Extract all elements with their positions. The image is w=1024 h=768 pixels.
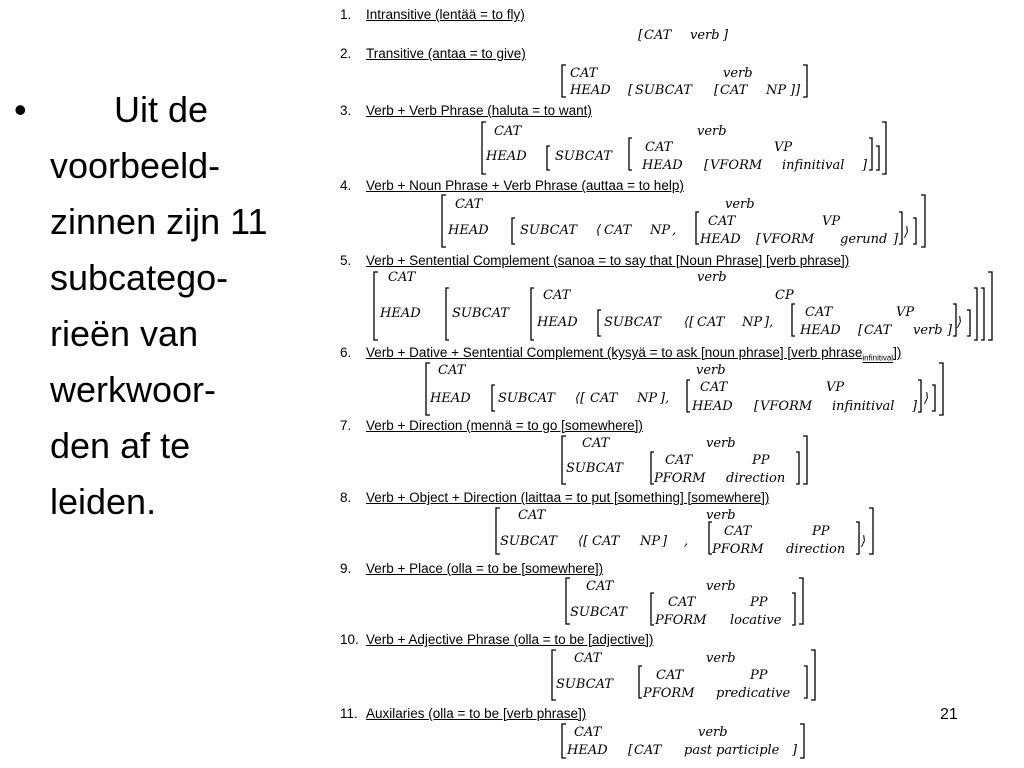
avm-attr: CAT — [656, 668, 684, 683]
avm-attr: HEAD — [430, 391, 471, 406]
avm-attr: HEAD — [700, 232, 741, 247]
avm-attr: HEAD — [642, 158, 683, 173]
avm-attr: SUBCAT — [452, 306, 509, 321]
svg-text:[: [ — [704, 158, 710, 173]
avm-attr: CAT — [697, 315, 725, 330]
avm-11 — [562, 724, 804, 758]
avm-attr: CAT — [570, 66, 598, 81]
avm-attr: HEAD — [448, 223, 489, 238]
avm-value: verb — [690, 28, 720, 43]
avm-attr: CAT — [592, 534, 620, 549]
svg-text:,: , — [672, 223, 677, 238]
avm-attr: CAT — [604, 223, 632, 238]
svg-text:[: [ — [628, 743, 634, 758]
avm-value: NP — [650, 223, 671, 238]
svg-text:⟩: ⟩ — [904, 225, 910, 240]
svg-text:],: ], — [764, 315, 774, 330]
bullet-line: werkwoor- — [50, 369, 217, 410]
avm-value: NP — [766, 83, 787, 98]
avm-value: verb — [698, 725, 728, 740]
avm-attr: CAT — [582, 436, 610, 451]
bullet-line: rieën van — [50, 313, 199, 354]
avm-10 — [552, 650, 815, 701]
avm-attr: CAT — [708, 214, 736, 229]
avm-attr: HEAD — [380, 306, 421, 321]
svg-text:⟩: ⟩ — [924, 391, 930, 406]
avm-value: NP — [640, 534, 661, 549]
avm-attr: SUBCAT — [520, 223, 577, 238]
avm-value: direction — [726, 471, 786, 486]
list-item-title: 5. Verb + Sentential Complement (sanoa = to say that [Noun Phrase] [verb phrase]) — [340, 253, 850, 268]
avm-5 — [374, 270, 992, 340]
avm-value: PP — [752, 453, 770, 468]
avm-value: PP — [750, 668, 768, 683]
list-item-title: 2. Transitive (antaa = to give) — [340, 46, 526, 61]
avm-value: verb — [696, 363, 726, 378]
svg-text:⟨[: ⟨[ — [575, 391, 586, 406]
bullet-line: zinnen zijn 11 — [50, 201, 268, 242]
svg-text:⟨: ⟨ — [596, 223, 602, 238]
avm-value: verb — [706, 508, 736, 523]
bullet-line: leiden. — [50, 481, 157, 522]
list-item-title: 4. Verb + Noun Phrase + Verb Phrase (auttaa = to help) — [340, 178, 684, 193]
avm-value: verb — [725, 197, 755, 212]
avm-value: infinitival — [832, 399, 895, 414]
svg-text:⟨[: ⟨[ — [684, 315, 695, 330]
avm-attr: SUBCAT — [566, 461, 623, 476]
avm-value: verb — [723, 66, 753, 81]
avm-value: VP — [822, 214, 841, 229]
avm-value: verb — [706, 579, 736, 594]
avm-value: verb — [913, 323, 943, 338]
svg-text:[: [ — [638, 28, 644, 43]
avm-attr: CAT — [388, 270, 416, 285]
avm-attr: HEAD — [800, 323, 841, 338]
list-item-title: 7. Verb + Direction (mennä = to go [somewhere]) — [340, 418, 643, 433]
avm-value: direction — [786, 542, 846, 557]
list-item-title: 8. Verb + Object + Direction (laittaa = to put [something] [somewhere]) — [340, 490, 770, 505]
avm-attr: SUBCAT — [500, 534, 557, 549]
avm-attr: CAT — [724, 524, 752, 539]
svg-text:[: [ — [756, 232, 762, 247]
list-item-title: 10. Verb + Adjective Phrase (olla = to be [adjective]) — [340, 632, 654, 647]
svg-text:]: ] — [792, 743, 798, 758]
avm-attr: CAT — [494, 124, 522, 139]
bullet-line: voorbeeld- — [50, 145, 221, 186]
avm-attr: PFORM — [655, 613, 707, 628]
bullet-line: Uit de — [114, 89, 209, 130]
svg-text:]: ] — [893, 232, 899, 247]
avm-4 — [442, 195, 925, 247]
svg-text:]]: ]] — [790, 83, 801, 98]
avm-attr: CAT — [668, 595, 696, 610]
avm-7 — [562, 436, 807, 486]
avm-attr: VFORM — [760, 399, 813, 414]
avm-attr: CAT — [805, 305, 833, 320]
svg-text:⟨[: ⟨[ — [578, 534, 589, 549]
avm-attr: VFORM — [710, 158, 763, 173]
svg-text:[: [ — [754, 399, 760, 414]
avm-attr: CAT — [455, 197, 483, 212]
avm-attr: SUBCAT — [635, 83, 692, 98]
avm-value: verb — [697, 124, 727, 139]
bullet-marker: • — [14, 89, 27, 130]
avm-attr: PFORM — [654, 471, 706, 486]
list-item-title: 3. Verb + Verb Phrase (haluta = to want) — [340, 103, 592, 118]
avm-value: verb — [706, 651, 736, 666]
svg-text:[: [ — [858, 323, 864, 338]
avm-value: VP — [896, 305, 915, 320]
avm-3 — [482, 122, 886, 174]
avm-value: PP — [750, 595, 768, 610]
avm-attr: HEAD — [486, 149, 527, 164]
avm-9 — [566, 578, 803, 628]
avm-attr: CAT — [644, 28, 672, 43]
page-number: 21 — [940, 706, 958, 723]
bullet-line: den af te — [50, 425, 191, 466]
avm-attr: CAT — [574, 651, 602, 666]
list-item-title: 1. Intransitive (lentää = to fly) — [340, 7, 525, 22]
avm-value: gerund — [840, 232, 888, 247]
avm-1 — [638, 28, 729, 43]
avm-value: verb — [706, 436, 736, 451]
bullet-line: subcatego- — [50, 257, 229, 298]
avm-attr: CAT — [586, 579, 614, 594]
avm-value: VP — [774, 140, 793, 155]
avm-value: NP — [637, 391, 658, 406]
avm-attr: CAT — [543, 288, 571, 303]
avm-6 — [426, 363, 943, 415]
avm-value: verb — [697, 270, 727, 285]
avm-attr: CAT — [720, 83, 748, 98]
avm-value: NP — [742, 315, 763, 330]
svg-text:]: ] — [912, 399, 918, 414]
avm-attr: HEAD — [692, 399, 733, 414]
svg-text:]: ] — [862, 158, 868, 173]
avm-attr: CAT — [665, 453, 693, 468]
avm-attr: CAT — [634, 743, 662, 758]
svg-text:⟩: ⟩ — [861, 534, 867, 549]
avm-attr: HEAD — [537, 315, 578, 330]
avm-value: past participle — [684, 743, 780, 758]
svg-text:]: ] — [723, 28, 729, 43]
avm-attr: CAT — [645, 140, 673, 155]
avm-value: predicative — [716, 686, 791, 701]
avm-attr: SUBCAT — [498, 391, 555, 406]
svg-text:⟩: ⟩ — [957, 315, 963, 330]
svg-text:,: , — [684, 534, 689, 549]
avm-attr: CAT — [864, 323, 892, 338]
avm-attr: CAT — [438, 363, 466, 378]
list-item-title: 9. Verb + Place (olla = to be [somewhere]) — [340, 561, 604, 576]
avm-attr: HEAD — [570, 83, 611, 98]
svg-text:]: ] — [662, 534, 668, 549]
avm-2 — [562, 65, 807, 98]
avm-attr: HEAD — [567, 743, 608, 758]
avm-attr: CAT — [518, 508, 546, 523]
avm-value: infinitival — [782, 158, 845, 173]
avm-attr: PFORM — [643, 686, 695, 701]
svg-text:[: [ — [628, 83, 634, 98]
avm-value: PP — [812, 524, 830, 539]
avm-attr: PFORM — [712, 542, 764, 557]
svg-text:[: [ — [714, 83, 720, 98]
avm-attr: SUBCAT — [604, 315, 661, 330]
avm-attr: CAT — [590, 391, 618, 406]
avm-attr: SUBCAT — [556, 677, 613, 692]
avm-value: VP — [826, 380, 845, 395]
avm-attr: SUBCAT — [570, 605, 627, 620]
avm-attr: CAT — [574, 725, 602, 740]
list-item-title: 6. Verb + Dative + Sentential Complement (kysyä = to ask [noun phrase] [verb phrase$_{infinitival}$]) — [340, 345, 902, 363]
avm-attr: VFORM — [762, 232, 815, 247]
avm-value: CP — [775, 288, 794, 303]
svg-text:],: ], — [660, 391, 670, 406]
list-item-title: 11. Auxilaries (olla = to be [verb phrase]) — [340, 706, 587, 721]
avm-value: locative — [730, 613, 782, 628]
avm-8 — [496, 508, 873, 557]
svg-text:]: ] — [947, 323, 953, 338]
avm-attr: CAT — [700, 380, 728, 395]
avm-attr: SUBCAT — [555, 149, 612, 164]
